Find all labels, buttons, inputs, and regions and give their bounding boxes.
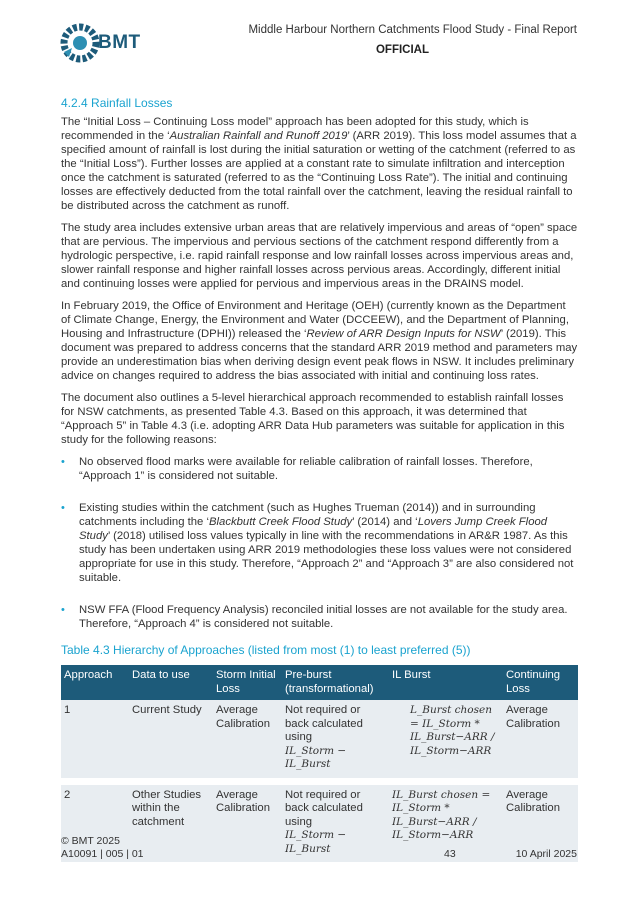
logo-wordmark: BMT <box>98 32 141 53</box>
paragraph-4: The document also outlines a 5-level hierarchical approach recommended to establish rainfall losses for NSW catchments, as presented Table 4.3. Based on this approach, it was determined that “Approach 5” in Table 4.3 (i.e. adopting ARR Data Hub parameters was suitable for application in this study for the following reasons: <box>61 392 565 446</box>
cell-data: Other Studies within the catchment <box>129 778 213 863</box>
cell-continuing-loss: Average Calibration <box>503 700 578 778</box>
header-storm-il: Storm Initial Loss <box>213 665 282 700</box>
cell-data: Current Study <box>129 700 213 778</box>
cell-preburst: Not required or back calculated using IL_Storm − IL_Burst <box>282 700 389 778</box>
paragraph-1: The “Initial Loss – Continuing Loss model” approach has been adopted for this study, which is recommended in the ‘Australian Rainfall and Runoff 2019’ (ARR 2019). This loss model assumes that a specified amount of rainfall is lost during the initial saturation or wetting of the catchment (referred to as the “Initial Loss”). Further losses are applied at a constant rate to simulate infiltration and interception once the catchment is saturated (referred to as the “Continuing Loss Rate”). The initial and continuing losses are effectively deducted from the total rainfall over the catchment, leaving the residual rainfall to be distributed across the catchment as runoff. <box>61 116 577 212</box>
header-il-burst: IL Burst <box>389 665 503 700</box>
copyright: © BMT 2025 <box>61 835 120 847</box>
page-content <box>61 96 578 862</box>
list-item: • NSW FFA (Flood Frequency Analysis) reconciled initial losses are not available for the study area. Therefore, “Approach 4” is considered not suitable. <box>61 604 568 630</box>
preburst-formula: IL_Storm − IL_Burst <box>285 829 347 855</box>
header-continuing-loss: Continuing Loss <box>503 665 578 700</box>
bullet-icon: • <box>61 456 65 468</box>
approaches-table <box>61 665 578 862</box>
cell-approach: 2 <box>61 778 129 863</box>
header-approach: Approach <box>61 665 129 700</box>
il-burst-formula: IL_Burst chosen = IL_Storm * IL_Burst−ARR / IL_Storm−ARR <box>392 788 491 841</box>
il-burst-formula: L_Burst chosen = IL_Storm * IL_Burst−ARR / IL_Storm−ARR <box>410 704 495 757</box>
footer-left <box>61 835 144 861</box>
bullet-icon: • <box>61 502 65 514</box>
reasons-list <box>61 455 578 631</box>
bullet-icon: • <box>61 604 65 616</box>
table-caption: Table 4.3 Hierarchy of Approaches (listed from most (1) to least preferred (5)) <box>61 643 471 657</box>
table-row <box>61 700 578 778</box>
classification-label: OFFICIAL <box>375 44 429 56</box>
cell-il-burst <box>389 700 503 778</box>
cell-approach: 1 <box>61 700 129 778</box>
paragraph-2: The study area includes extensive urban areas that are relatively impervious and areas of “open” space that are pervious. The impervious and pervious sections of the catchment respond differently from a hydrologic perspective, i.e. rapid rainfall response and low rainfall losses across impervious areas and, slower rainfall response and higher rainfall losses across pervious areas. Accordingly, different initial and continuing losses were applied for pervious and impervious areas in the DRAINS model. <box>61 222 578 290</box>
header-preburst: Pre-burst (transformational) <box>282 665 389 700</box>
report-title: Middle Harbour Northern Catchments Flood Study - Final Report <box>248 24 577 36</box>
header-data: Data to use <box>129 665 213 700</box>
document-reference: A10091 | 005 | 01 <box>61 848 144 860</box>
cell-storm-il: Average Calibration <box>213 700 282 778</box>
paragraph-3: In February 2019, the Office of Environment and Heritage (OEH) (currently known as the Department of Climate Change, Energy, the Environment and Water (DCCEEW), and the Department of Planning, Housing and Infrastructure (DPHI)) released the ‘Review of ARR Design Inputs for NSW’ (2019). This document was prepared to address concerns that the standard ARR 2019 method and parameters may provide an underestimation bias when deriving design event peak flows in NSW. It includes preliminary advice on changes required to address the bias associated with initial and continuing loss rates. <box>61 300 578 382</box>
page-number: 43 <box>444 848 456 860</box>
footer-date: 10 April 2025 <box>515 848 577 860</box>
section-heading: 4.2.4 Rainfall Losses <box>61 96 173 110</box>
cell-preburst: Not required or back calculated using IL_Storm − IL_Burst <box>282 778 389 863</box>
preburst-formula: IL_Storm − IL_Burst <box>285 744 347 770</box>
table-header-row <box>61 665 578 700</box>
cell-continuing-loss: Average Calibration <box>503 778 578 863</box>
list-item: • No observed flood marks were available for reliable calibration of rainfall losses. Therefore, “Approach 1” is considered not suitable. <box>61 456 533 482</box>
cell-storm-il: Average Calibration <box>213 778 282 863</box>
list-item: • Existing studies within the catchment (such as Hughes Trueman (2014)) and in surrounding catchments including the ‘Blackbutt Creek Flood Study’ (2014) and ‘Lovers Jump Creek Flood Study’ (2018) utilised loss values typically in line with the recommendations in AR&R 1987. As this study has been undertaken using ARR 2019 methodologies these loss values were not considered appropriate for use in this study. Therefore, “Approach 2” and “Approach 3” are also considered not suitable. <box>61 502 574 584</box>
